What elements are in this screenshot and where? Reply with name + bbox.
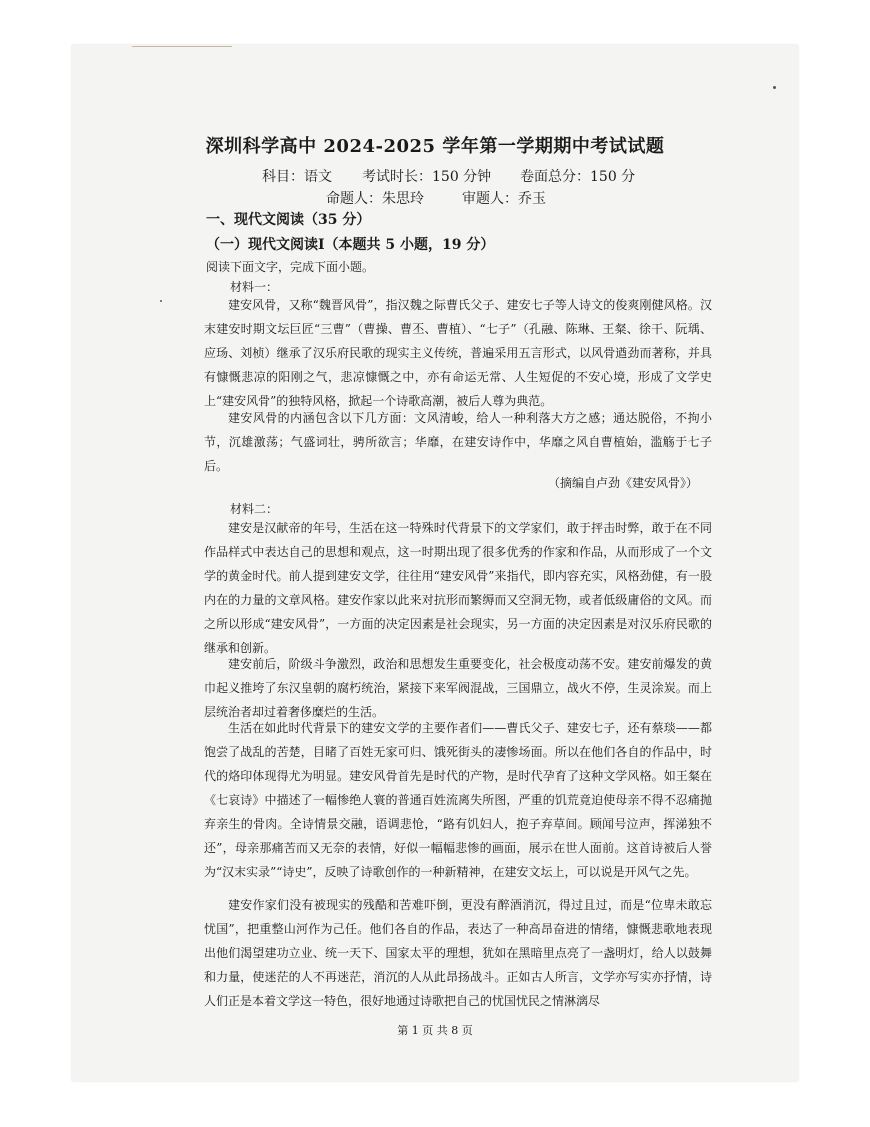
exam-author: 命题人：朱思玲 xyxy=(326,191,424,207)
material-two-paragraph-1: 建安是汉献帝的年号，生活在这一特殊时代背景下的文学家们，敢于抨击时弊，敢于在不同作品样式中表达自己的思想和观点，这一时期出现了很多优秀的作家和作品，从而形成了一个文学的黄金时代。前人提到建安文学，往往用“建安风骨”来指代，即内容充实，风格劲健，有一股内在的力量的文章风格。建安作家以此来对抗形而繁缛而又空洞无物，或者低级庸俗的文风。而之所以形成“建安风骨”，一方面的决定因素是社会现实，另一方面的决定因素是对汉乐府民歌的继承和创新。 xyxy=(204,521,712,655)
reading-instruction: 阅读下面文字，完成下面小题。 xyxy=(206,260,375,274)
section-heading: 一、现代文阅读（35 分） xyxy=(206,212,371,228)
scan-speck xyxy=(160,300,162,302)
scan-speck xyxy=(773,86,776,89)
sub-section-heading: （一）现代文阅读Ⅰ（本题共 5 小题，19 分） xyxy=(206,237,495,253)
material-two-paragraph-2: 建安前后，阶级斗争激烈，政治和思想发生重要变化，社会极度动荡不安。建安前爆发的黄巾起义推垮了东汉皇朝的腐朽统治，紧接下来军阀混战，三国鼎立，战火不停，生灵涂炭。而上层统治者却过着奢侈糜烂的生活。 xyxy=(204,657,712,719)
material-two-paragraph-4: 建安作家们没有被现实的残酷和苦难吓倒，更没有醉酒消沉，得过且过，而是“位卑未敢忘忧国”，把重整山河作为己任。他们各自的作品，表达了一种高昂奋进的情绪，慷慨悲歌地表现出他们渴望建功立业、统一天下、国家太平的理想，犹如在黑暗里点亮了一盏明灯，给人以鼓舞和力量，使迷茫的人不再迷茫，消沉的人从此昂扬战斗。正如古人所言，文学亦写实亦抒情，诗人们正是本着文学这一特色，很好地通过诗歌把自己的忧国忧民之情淋漓尽 xyxy=(204,898,712,1008)
exam-total-score: 卷面总分：150 分 xyxy=(520,169,636,185)
material-two-label: 材料二： xyxy=(230,502,279,516)
scan-mark-line xyxy=(132,46,232,47)
exam-reviewer: 审题人：乔玉 xyxy=(462,191,546,207)
page-number: 第 1 页 共 8 页 xyxy=(397,1024,473,1037)
material-one-label: 材料一： xyxy=(230,280,279,294)
exam-title: 深圳科学高中 2024-2025 学年第一学期期中考试试题 xyxy=(205,136,665,157)
material-one-source: （摘编自卢劲《建安风骨》） xyxy=(547,476,698,490)
material-one-paragraph-2: 建安风骨的内涵包含以下几方面：文风清峻，给人一种利落大方之感；通达脱俗，不拘小节，沉雄激荡；气盛词壮，骋所欲言；华靡，在建安诗作中，华靡之风自曹植始，滥觞于七子后。 xyxy=(204,411,712,473)
exam-subject: 科目：语文 xyxy=(262,169,332,185)
material-two-paragraph-3: 生活在如此时代背景下的建安文学的主要作者们——曹氏父子、建安七子，还有蔡琰——都饱尝了战乱的苦楚，目睹了百姓无家可归、饿死街头的凄惨场面。所以在他们各自的作品中，时代的烙印体现得尤为明显。建安风骨首先是时代的产物，是时代孕育了这种文学风格。如王粲在《七哀诗》中描述了一幅惨绝人寰的普通百姓流离失所图，严重的饥荒竟迫使母亲不得不忍痛抛弃亲生的骨肉。全诗情景交融，语调悲怆，“路有饥妇人，抱子弃草间。顾闻号泣声，挥涕独不还”，母亲那痛苦而又无奈的表情，好似一幅幅悲惨的画面，展示在世人面前。这首诗被后人誉为“汉末实录”“诗史”，反映了诗歌创作的一种新精神，在建安文坛上，可以说是开风气之先。 xyxy=(204,721,712,879)
exam-duration: 考试时长：150 分钟 xyxy=(362,169,492,185)
material-one-paragraph-1: 建安风骨，又称“魏晋风骨”，指汉魏之际曹氏父子、建安七子等人诗文的俊爽刚健风格。汉末建安时期文坛巨匠“三曹”（曹操、曹丕、曹植）、“七子”（孔融、陈琳、王粲、徐干、阮瑀、应玚、刘桢）继承了汉乐府民歌的现实主义传统，普遍采用五言形式，以风骨遒劲而著称，并具有慷慨悲凉的阳刚之气，悲凉慷慨之中，亦有命运无常、人生短促的不安心境，形成了文学史上“建安风骨”的独特风格，掀起一个诗歌高潮，被后人尊为典范。 xyxy=(204,298,712,408)
